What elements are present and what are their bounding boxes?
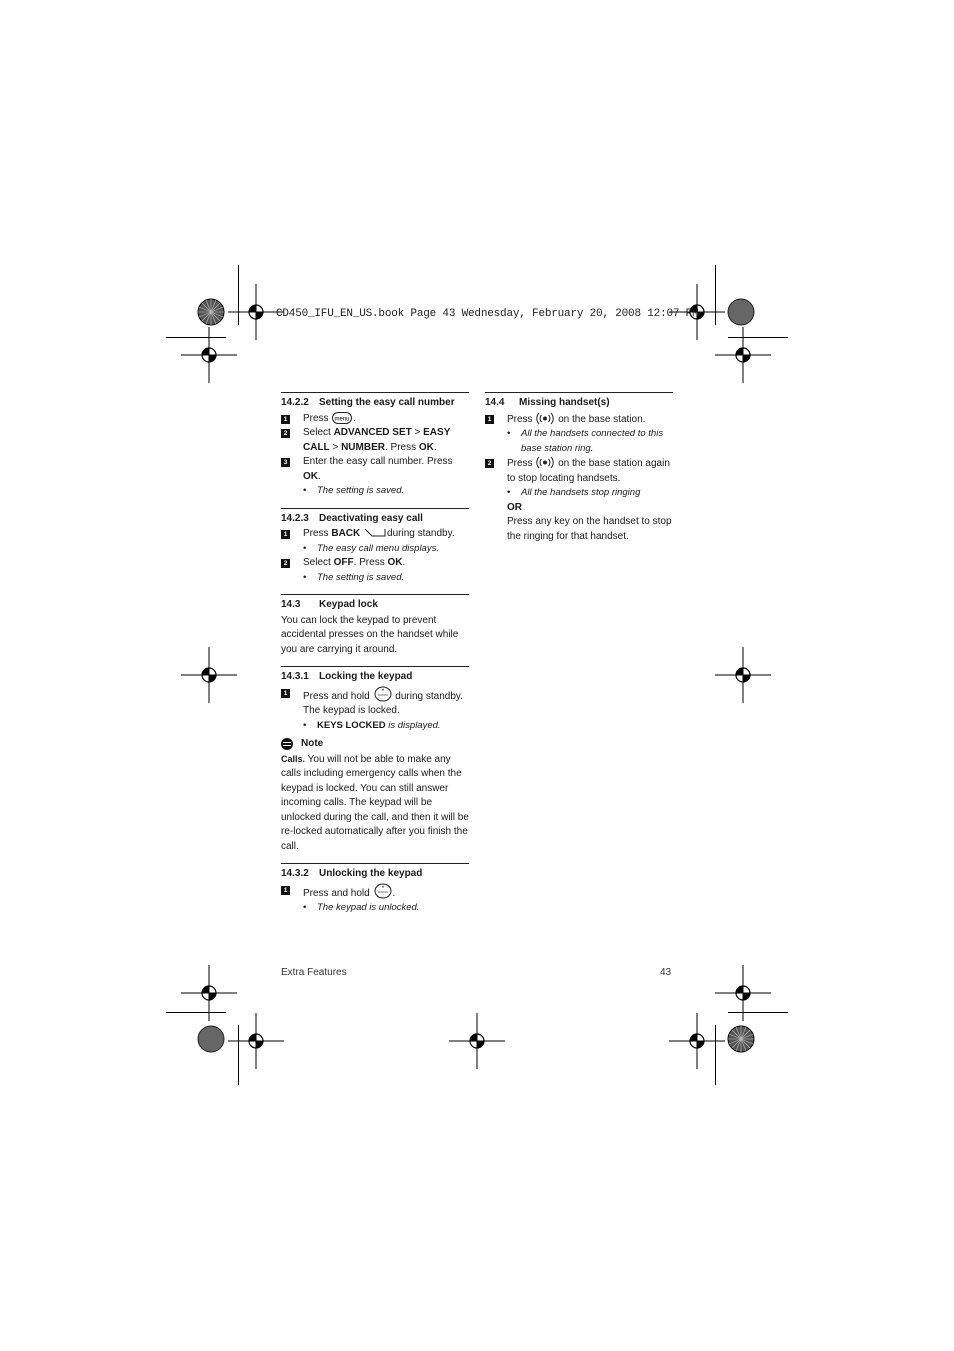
section-heading: 14.2.2 Setting the easy call number [281, 397, 455, 408]
step-2: 2 Select ADVANCED SET > EASY CALL > NUMBER. Press OK. [281, 426, 469, 455]
section-14-3-1 [281, 666, 469, 854]
paging-key-icon [536, 456, 554, 469]
step-3: 3 Enter the easy call number. Press OK. [281, 455, 469, 484]
or-label: OR [507, 501, 522, 513]
print-header: CD450_IFU_EN_US.book Page 43 Wednesday, February 20, 2008 12:07 PM [276, 308, 699, 320]
step-1: 1 Press and hold * . [281, 883, 469, 902]
star-key-icon [374, 686, 392, 702]
step-1: 1 Press on the base station. [485, 412, 673, 428]
result-bullet: • The keypad is unlocked. [303, 902, 420, 913]
section-heading: 14.3.1 Locking the keypad [281, 671, 413, 682]
menu-key-icon [332, 412, 352, 424]
step-1: 1 Press BACK during standby. [281, 527, 469, 542]
step-1: 1 Press and hold * during standby. The keypad is locked. [281, 686, 469, 719]
page-number: 43 [660, 967, 672, 978]
section-14-3 [281, 594, 469, 657]
result-bullet: • All the handsets connected to this base station ring. [507, 428, 664, 454]
section-14-2-2 [281, 392, 469, 499]
note-text: Calls. You will not be able to make any calls including emergency calls when the keypad is locked. You can still answer incoming calls. The keypad will be unlocked during the call, and then it will be re-locked automatically after you finish the call. [281, 753, 469, 852]
svg-text:*: * [381, 885, 384, 892]
section-paragraph: You can lock the keypad to prevent accidental presses on the handset while you are carrying it around. [281, 614, 459, 655]
left-column [281, 392, 469, 925]
right-column [485, 392, 673, 553]
note-heading: Note [281, 737, 469, 752]
back-softkey-icon [364, 527, 386, 539]
section-heading: 14.3.2 Unlocking the keypad [281, 868, 423, 879]
paging-key-icon [536, 412, 554, 425]
section-heading: 14.2.3 Deactivating easy call [281, 512, 423, 524]
alternative-text: Press any key on the handset to stop the ringing for that handset. [507, 516, 672, 542]
section-14-3-2 [281, 863, 469, 916]
result-bullet: • The setting is saved. [303, 571, 405, 583]
star-key-icon [374, 883, 392, 899]
section-heading: 14.4 Missing handset(s) [485, 397, 610, 408]
result-bullet: • KEYS LOCKED is displayed. [303, 719, 441, 731]
step-2: 2 Press on the base station again to stop locating handsets. [485, 456, 673, 486]
section-14-2-3 [281, 508, 469, 586]
note-icon [281, 738, 293, 750]
step-1: 1 Press menu . [281, 412, 469, 427]
section-heading: 14.3 Keypad lock [281, 599, 378, 610]
footer-section: Extra Features [281, 967, 347, 978]
step-2: 2 Select OFF. Press OK. [281, 556, 469, 571]
alternative-block [485, 501, 673, 545]
section-14-4 [485, 392, 673, 544]
result-bullet: • The easy call menu displays. [303, 542, 439, 554]
svg-text:*: * [381, 688, 384, 695]
result-bullet: • The setting is saved. [303, 485, 405, 496]
svg-text:menu: menu [334, 416, 350, 422]
result-bullet: • All the handsets stop ringing [507, 487, 641, 498]
